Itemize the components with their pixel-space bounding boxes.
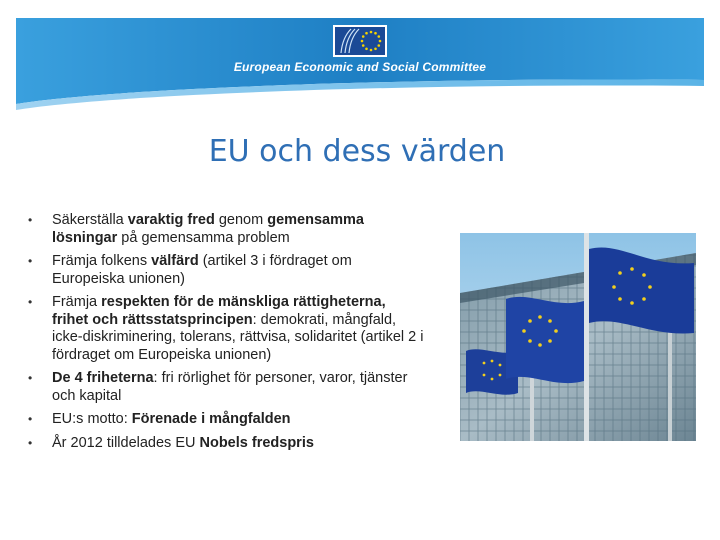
logo-star-icon [377,35,380,38]
bullet-item [28,370,424,405]
bullet-item [28,294,424,364]
bullet-text: på gemensamma problem [117,229,290,246]
bullet-list [28,212,424,452]
bullet-text: genom [214,212,268,228]
logo-star-icon [361,40,364,43]
logo-star-icon [377,44,380,47]
logo-star-icon [365,32,368,35]
bullet-dot: • [28,412,33,426]
slide-title: EU och dess värden [208,134,506,169]
bullet-item [28,435,424,453]
bullet-emphasis: Nobels fredspris [199,434,314,451]
logo-star-icon [365,47,368,50]
bullet-item [28,253,424,288]
logo-star-icon [370,49,373,52]
bullet-text: : demokrati, mångfald, icke-diskriminering, tolerans, rättvisa, solidaritet (artikel 2 i fördraget om Europeiska unionen) [52,311,424,363]
bullet-dot: • [28,213,33,227]
eu-flags-photo [460,233,696,441]
bullet-dot: • [28,295,33,309]
bullet-item [28,411,424,429]
logo-star-icon [370,31,373,34]
logo-star-icon [374,32,377,35]
bullet-text: EU:s motto: [52,411,132,427]
logo-star-icon [379,40,382,43]
logo-star-icon [362,44,365,47]
logo-star-icon [362,35,365,38]
bullet-emphasis: varaktig fred [127,212,215,228]
bullet-text: Säkerställa [52,212,128,228]
bullet-text: År 2012 tilldelades EU [52,434,200,451]
bullet-emphasis: gemensamma lösningar [52,212,364,246]
header-banner [0,0,720,115]
bullet-emphasis: välfärd [151,253,199,269]
logo-star-icon [374,47,377,50]
bullet-text: Främja folkens [52,253,152,269]
bullet-emphasis: respekten för de mänskliga rättigheterna, frihet och rättsstatsprincipen [52,294,386,328]
bullet-text: : fri rörlighet för personer, varor, tjänster och kapital [52,370,408,404]
eesc-logo [333,25,387,57]
bullet-dot: • [28,254,33,268]
bullet-dot: • [28,371,33,385]
bullet-emphasis: Förenade i mångfalden [131,411,291,427]
org-name: European Economic and Social Committee [233,60,487,74]
bullet-item [28,212,424,247]
bullet-text: Främja [52,294,102,310]
bullet-text: (artikel 3 i fördraget om Europeiska unionen) [52,253,352,287]
bullet-emphasis: De 4 friheterna [52,370,154,386]
bullet-dot: • [28,435,33,450]
